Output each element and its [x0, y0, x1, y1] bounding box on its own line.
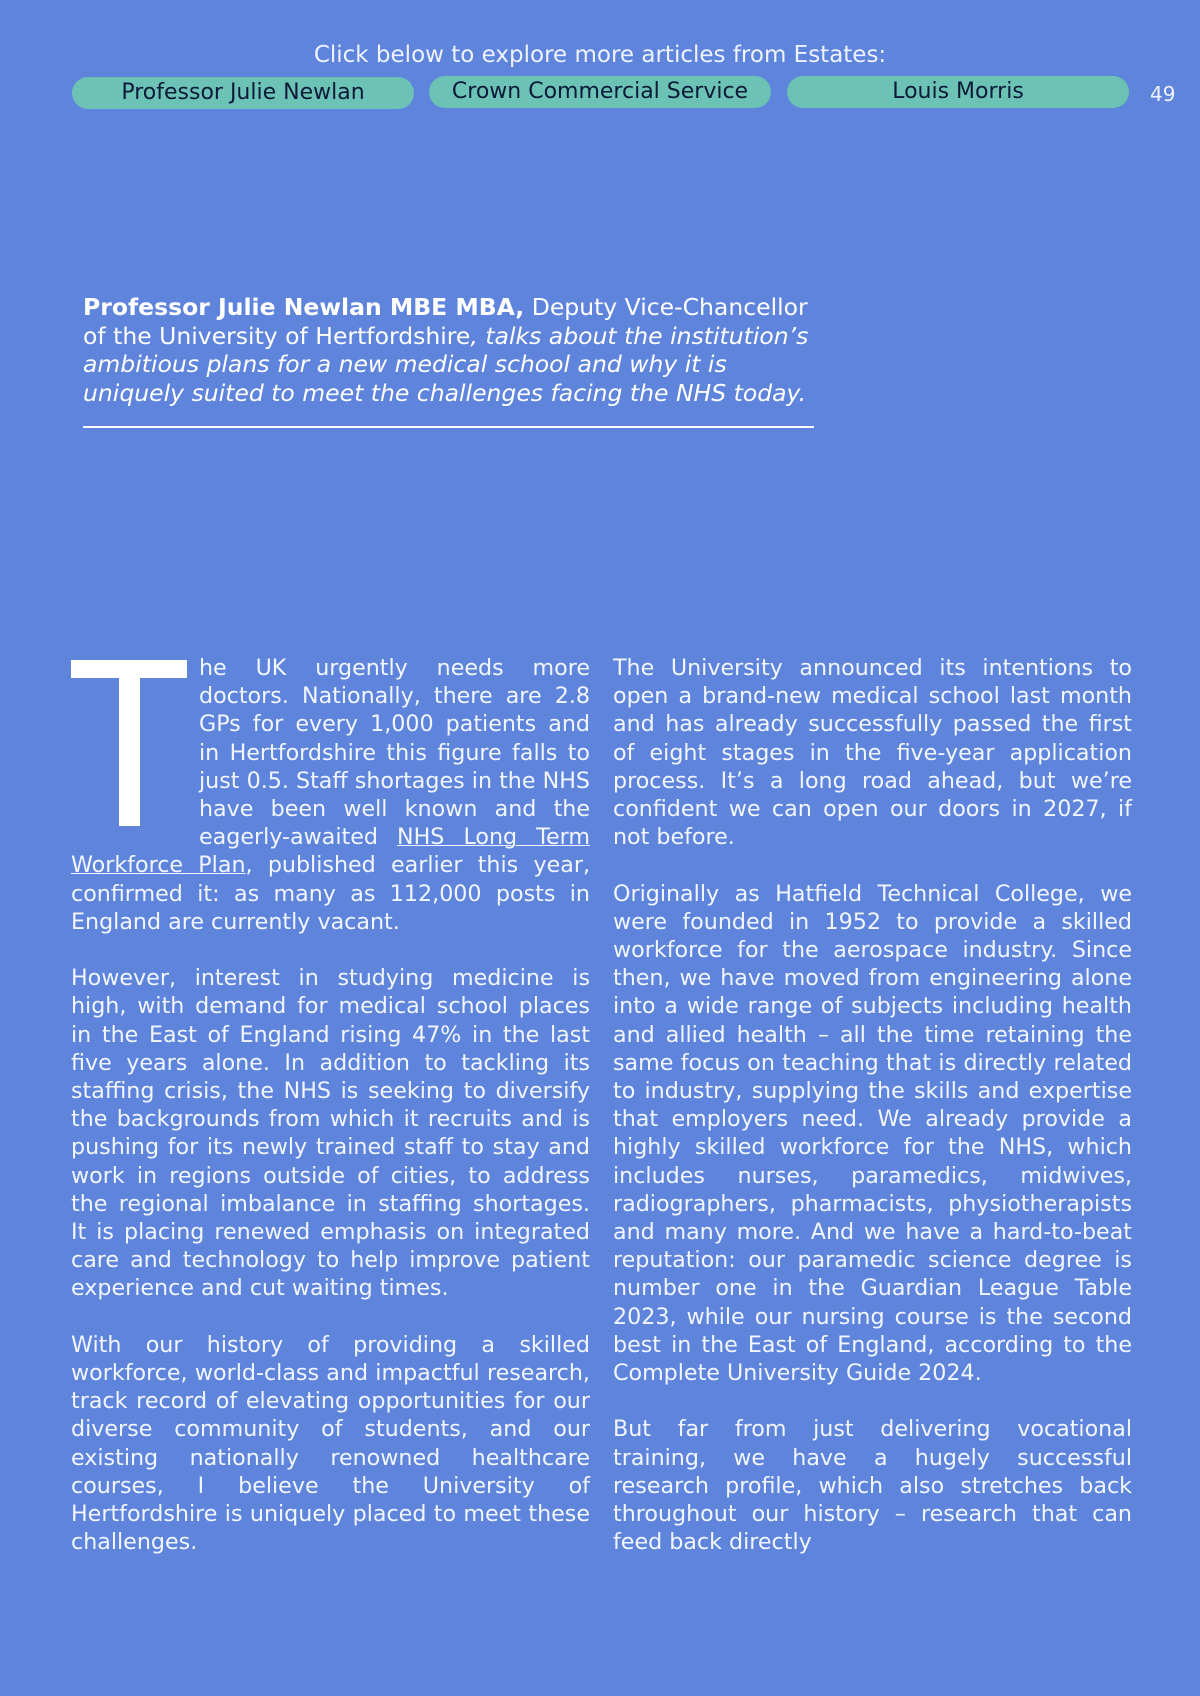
- article-button-julie-newlan[interactable]: Professor Julie Newlan: [72, 77, 414, 109]
- workforce-plan-link[interactable]: NHS Long Term Workforce Plan: [71, 824, 590, 879]
- article-column-right: [613, 654, 1132, 1585]
- drop-cap: [71, 660, 187, 826]
- paragraph-3: With our history of providing a skilled workforce, world-class and impactful research, track record of elevating opportunities for our diverse community of students, and our existing nationally renowned healthcare courses, I believe the University of Hertfordshire is uniquely placed to meet these challenges.: [71, 1331, 590, 1556]
- intro-summary: , talks about the institution’s ambitious plans for a new medical school and why it is uniquely suited to meet the challenges facing the NHS today.: [83, 321, 809, 407]
- article-column-left: [71, 654, 590, 1585]
- author-name: Professor Julie Newlan MBE MBA,: [83, 293, 525, 321]
- paragraph-5: Originally as Hatfield Technical College, we were founded in 1952 to provide a skilled workforce for the aerospace industry. Since then, we have moved from engineering alone into a wide range of subjects including health and allied health – all the time retaining the same focus on teaching that is directly related to industry, supplying the skills and expertise that employers need. We already provide a highly skilled workforce for the NHS, which includes nurses, paramedics, midwives, radiographers, pharmacists, physiotherapists and many more. And we have a hard-to-beat reputation: our paramedic science degree is number one in the Guardian League Table 2023, while our nursing course is the second best in the East of England, according to the Complete University Guide 2024.: [613, 880, 1132, 1387]
- intro-standfirst: [83, 293, 823, 407]
- explore-heading: Click below to explore more articles from Estates:: [313, 42, 887, 68]
- author-role: Deputy Vice-Chancellor of the University of Hertfordshire: [83, 293, 808, 350]
- article-button-louis-morris[interactable]: Louis Morris: [787, 76, 1129, 108]
- paragraph-1-end: , published earlier this year, confirmed it: as many as 112,000 posts in England are currently vacant.: [71, 852, 591, 935]
- article-button-crown-commercial-service[interactable]: Crown Commercial Service: [429, 76, 771, 108]
- page-number: 49: [1150, 82, 1176, 106]
- paragraph-4: The University announced its intentions to open a brand-new medical school last month and has already successfully passed the first of eight stages in the five-year application process. It’s a long road ahead, but we’re confident we can open our doors in 2027, if not before.: [613, 655, 1132, 851]
- paragraph-1: [71, 654, 590, 936]
- paragraph-1-start: he UK urgently needs more doctors. Nationally, there are 2.8 GPs for every 1,000 patients and in Hertfordshire this figure falls to just 0.5. Staff shortages in the NHS have been well known and the eagerly-awaited: [199, 655, 590, 851]
- paragraph-6: But far from just delivering vocational training, we have a hugely successful research profile, which also stretches back throughout our history – research that can feed back directly: [613, 1416, 1132, 1556]
- paragraph-2: However, interest in studying medicine is high, with demand for medical school places in the East of England rising 47% in the last five years alone. In addition to tackling its staffing crisis, the NHS is seeking to diversify the backgrounds from which it recruits and is pushing for its newly trained staff to stay and work in regions outside of cities, to address the regional imbalance in staffing shortages. It is placing renewed emphasis on integrated care and technology to help improve patient experience and cut waiting times.: [71, 965, 590, 1302]
- intro-divider: [83, 426, 814, 428]
